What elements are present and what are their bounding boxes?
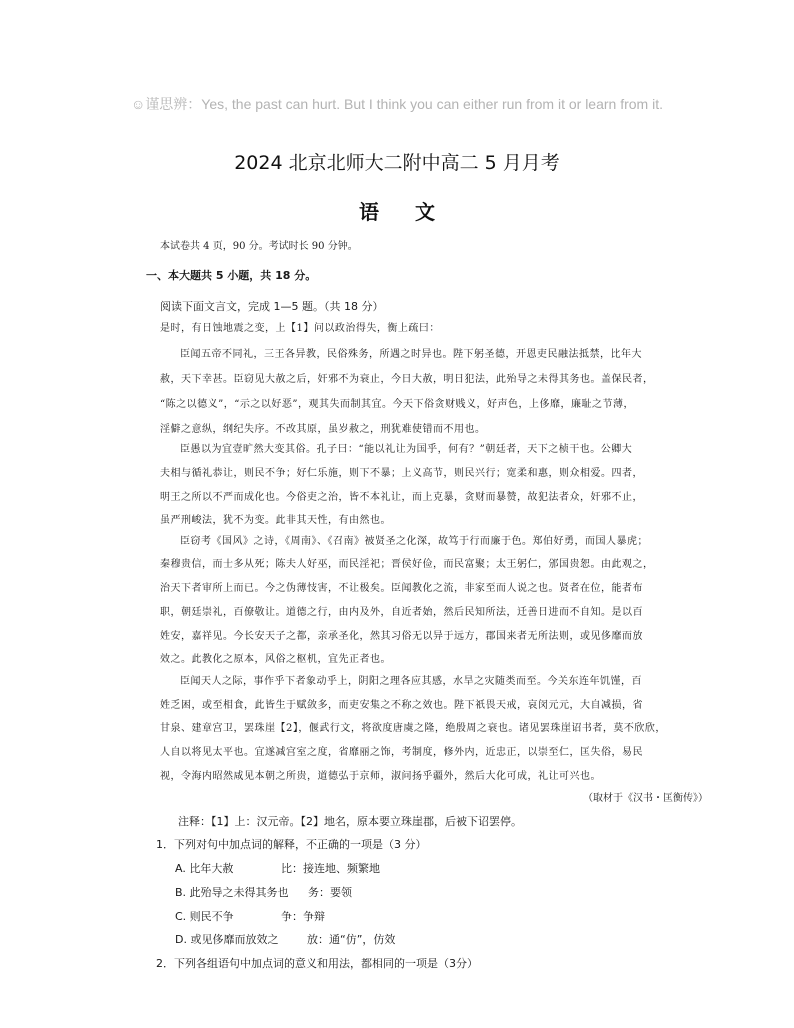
passage-intro: 阅读下面文言文，完成 1—5 题。（共 18 分）	[160, 300, 384, 313]
passage-line: 夫相与循礼恭让，则民不争；好仁乐施，则下不暴；上义高节，则民兴行；宽柔和惠，则众相爱。四者，	[160, 468, 643, 479]
passage-line: “陈之以德义”，“示之以好恶”，观其失而制其宜。今天下俗贪财贱义，好声色，上侈靡，廉耻之节薄，	[160, 399, 634, 410]
option-d[interactable]	[175, 933, 395, 947]
option-label: A. 比年大赦	[175, 862, 234, 875]
passage-line: 视，令海内昭然咸见本朝之所贵，道德弘于京师，淑问扬乎疆外，然后大化可成，礼让可兴也。	[160, 771, 601, 782]
option-gloss: 放：通“仿”，仿效	[307, 933, 396, 946]
source-citation: （取材于《汉书・匡衡传》）	[583, 793, 708, 804]
question-2-stem: 2．下列各组语句中加点词的意义和用法，都相同的一项是（3分）	[156, 957, 478, 970]
question-1-stem: 1．下列对句中加点词的解释，不正确的一项是（3 分）	[156, 838, 427, 851]
passage-line: 臣闻天人之际，事作乎下者象动乎上，阴阳之理各应其感，水旱之灾随类而至。今关东连年饥馑，百	[180, 676, 642, 687]
option-gloss: 比：接连地、频繁地	[281, 862, 380, 875]
exam-title: 2024 北京北师大二附中高二 5 月月考	[234, 152, 560, 174]
passage-line: 人自以将见太平也。宜遂减宫室之度，省靡丽之饰，考制度，修外内，近忠正，以崇至仁，匡失俗，易民	[160, 747, 643, 758]
passage-line: 是时，有日蚀地震之变，上【1】问以政治得失，衡上疏曰：	[160, 323, 440, 334]
passage-line: 臣闻五帝不同礼，三王各异教，民俗殊务，所遇之时异也。陛下躬圣德，开恩吏民融法抵禁，比年大	[180, 349, 642, 360]
passage-line: 姓安，嘉祥见。今长安天子之都，亲承圣化，然其习俗无以异于远方，郡国来者无所法则，或见侈靡而放	[160, 631, 643, 642]
passage-line: 赦，天下幸甚。臣窃见大赦之后，奸邪不为衰止，今日大赦，明日犯法，此殆导之未得其务也。盖保民者，	[160, 374, 654, 385]
passage-line: 职，朝廷崇礼，百僚敬让。道德之行，由内及外，自近者始，然后民知所法，迁善日进而不自知。是以百	[160, 607, 643, 618]
passage-line: 臣窃考《国风》之诗，《周南》、《召南》被贤圣之化深，故笃于行而廉于色。郑伯好勇，而国人暴虎；	[180, 536, 648, 547]
option-a[interactable]	[175, 862, 380, 876]
passage-line: 治天下者审所上而已。今之伪薄忮害，不让极矣。臣闻教化之流，非家至而人说之也。贤者在位，能者布	[160, 583, 643, 594]
passage-line: 甘泉、建章宫卫，罢珠崖【2】，偃武行文，将欲度唐虞之隆，绝殷周之衰也。诸见罢珠崖诏书者，莫不欣欣，	[160, 723, 666, 734]
passage-line: 明王之所以不严而成化也。今俗吏之治，皆不本礼让，而上克暴，贪财而暴赞，故犯法者众，奸邪不止，	[160, 492, 643, 503]
passage-line: 虽严刑峻法，犹不为变。此非其天性，有由然也。	[160, 515, 391, 526]
passage-line: 姓乏困，或至相食，此皆生于赋敛多，而吏安集之不称之效也。陛下祇畏天戒，哀闵元元，大自减损，省	[160, 700, 643, 711]
option-label: C. 则民不争	[175, 910, 234, 923]
passage-line: 臣愚以为宜壹旷然大变其俗。孔子曰：“能以礼让为国乎，何有？”朝廷者，天下之桢干也。公卿大	[180, 444, 633, 455]
subject-title: 语文	[359, 200, 471, 224]
exam-info: 本试卷共 4 页，90 分。考试时长 90 分钟。	[160, 241, 358, 252]
passage-line: 淫僻之意纵，纲纪失序。不改其原，虽岁赦之，刑犹难使错而不用也。	[160, 424, 486, 435]
passage-line: 秦穆贵信，而士多从死；陈夫人好巫，而民淫祀；晋侯好俭，而民富聚；太王躬仁，邠国贵恕。由此观之，	[160, 559, 654, 570]
footnotes: 注释：【1】上：汉元帝。【2】地名，原本要立珠崖郡，后被下诏罢停。	[178, 815, 522, 828]
passage-line: 效之。此教化之原本，风俗之枢机，宜先正者也。	[160, 654, 391, 665]
option-label: B. 此殆导之未得其务也	[175, 886, 289, 899]
option-label: D. 或见侈靡而放效之	[175, 933, 279, 946]
watermark: ☺谨思辨：Yes, the past can hurt. But I think you can either run from it or learn from it.	[131, 96, 663, 112]
option-gloss: 务：要领	[308, 886, 352, 899]
option-b[interactable]	[175, 886, 352, 900]
option-gloss: 争：争辩	[281, 910, 325, 923]
option-c[interactable]	[175, 910, 325, 924]
section-title: 一、本大题共 5 小题，共 18 分。	[146, 269, 317, 282]
